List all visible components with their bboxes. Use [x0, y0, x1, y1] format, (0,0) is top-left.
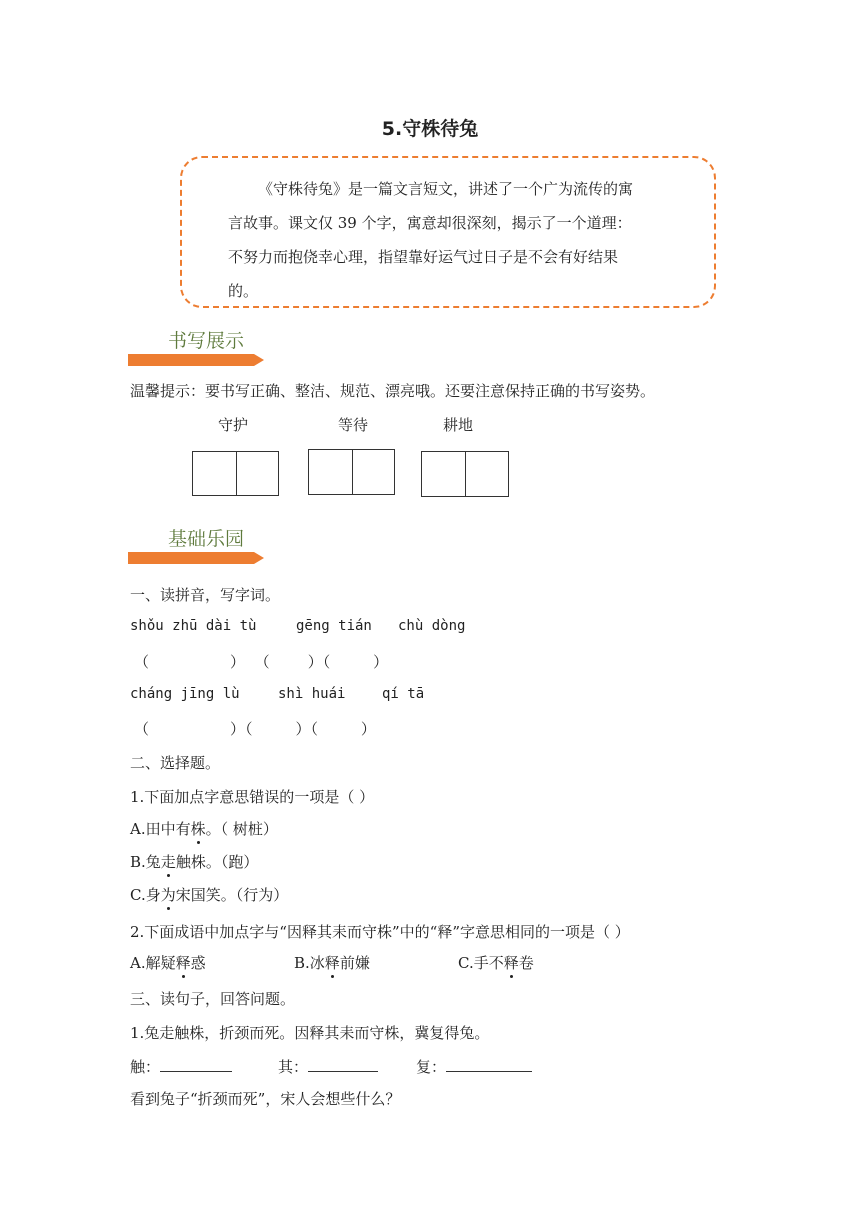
intro-line-4: 的。 [228, 282, 259, 300]
heading-arrow-bar [128, 354, 264, 366]
fill-in-1[interactable]: 触： [130, 1056, 232, 1077]
option-2c[interactable]: C.手不释卷 [458, 954, 534, 972]
pinyin-1: shǒu zhū dài tù [130, 618, 257, 634]
option-b[interactable]: B.兔走触株。（跑） [130, 853, 259, 871]
intro-line-3: 不努力而抱侥幸心理，指望靠好运气过日子是不会有好结果 [228, 248, 619, 266]
answer-parens-row-2[interactable]: （ ）（ ）（ ） [134, 720, 376, 738]
dotted-char: 为 [160, 886, 176, 904]
intro-line-2: 言故事。课文仅 39 个字，寓意却很深刻，揭示了一个道理： [228, 214, 632, 232]
question-2-title: 二、选择题。 [130, 754, 221, 772]
question-2-1: 1.下面加点字意思错误的一项是（ ） [130, 788, 375, 806]
writing-grid-2[interactable] [308, 449, 395, 495]
writing-cell[interactable] [352, 450, 395, 494]
question-3-1: 1.兔走触株，折颈而死。因释其耒而守株，冀复得兔。 [130, 1024, 490, 1042]
blank-line[interactable] [308, 1057, 378, 1072]
option-2a[interactable]: A.解疑释惑 [130, 954, 206, 972]
heading-arrow-bar [128, 552, 264, 564]
section-heading-label: 书写展示 [168, 330, 245, 352]
section-heading-writing [128, 326, 264, 374]
dotted-char: 释 [175, 954, 191, 972]
writing-cell[interactable] [236, 452, 279, 495]
word-label-1: 守护 [218, 416, 249, 434]
question-3-prompt: 看到兔子“折颈而死”，宋人会想些什么？ [130, 1090, 401, 1108]
fill-in-3[interactable]: 复： [416, 1056, 532, 1077]
pinyin-6: qí tā [382, 686, 425, 702]
pinyin-5: shì huái [278, 686, 346, 702]
fill-in-2[interactable]: 其： [278, 1056, 378, 1077]
intro-box [180, 156, 716, 308]
writing-cell[interactable] [422, 452, 466, 496]
dotted-char: 走 [160, 853, 176, 871]
option-c[interactable]: C.身为宋国笑。（行为） [130, 886, 289, 904]
question-1-title: 一、读拼音，写字词。 [130, 586, 281, 604]
intro-line-1: 《守株待兔》是一篇文言短文，讲述了一个广为流传的寓 [258, 180, 634, 198]
word-label-2: 等待 [338, 416, 369, 434]
section-heading-basics [128, 524, 264, 572]
page-title: 5.守株待兔 [381, 118, 479, 140]
pinyin-2: gēng tián [296, 618, 372, 634]
pinyin-4: cháng jīng lù [130, 686, 240, 702]
pinyin-3: chù dòng [398, 618, 466, 634]
writing-tip: 温馨提示：要书写正确、整洁、规范、漂亮哦。还要注意保持正确的书写姿势。 [130, 382, 656, 400]
blank-line[interactable] [446, 1057, 532, 1072]
blank-line[interactable] [160, 1057, 232, 1072]
writing-cell[interactable] [465, 452, 508, 496]
dotted-char: 株 [190, 820, 206, 838]
writing-cell[interactable] [309, 450, 353, 494]
writing-grid-3[interactable] [421, 451, 509, 497]
answer-parens-row-1[interactable]: （ ） （ ）（ ） [134, 653, 389, 671]
option-2b[interactable]: B.冰释前嫌 [294, 954, 370, 972]
writing-grid-1[interactable] [192, 451, 279, 496]
word-label-3: 耕地 [443, 416, 474, 434]
dotted-char: 释 [503, 954, 519, 972]
option-a[interactable]: A.田中有株。（ 树桩） [130, 820, 278, 838]
dotted-char: 释 [324, 954, 340, 972]
section-heading-label: 基础乐园 [168, 528, 245, 550]
writing-cell[interactable] [193, 452, 237, 495]
question-3-title: 三、读句子，回答问题。 [130, 990, 296, 1008]
question-2-2: 2.下面成语中加点字与“因释其耒而守株”中的“释”字意思相同的一项是（ ） [130, 923, 630, 941]
